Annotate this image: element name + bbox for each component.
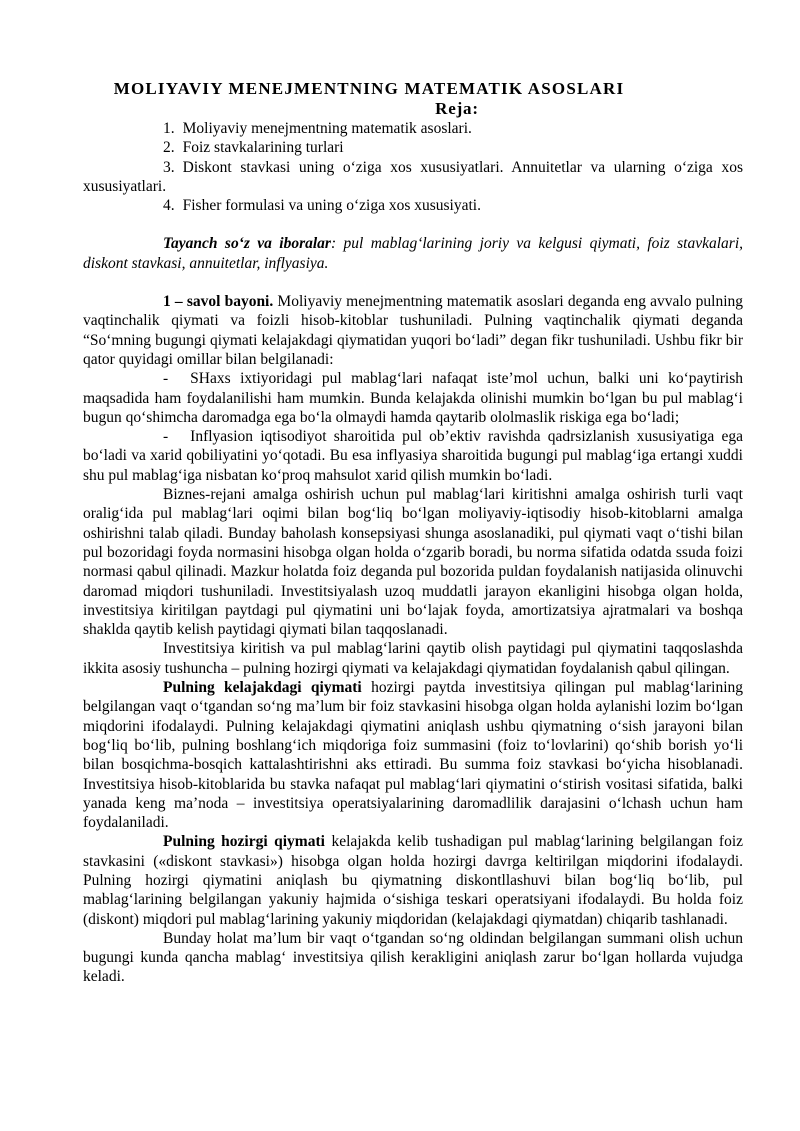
paragraph [83,639,743,678]
paragraph [83,832,743,928]
paragraph-text: Moliyaviy menejmentning matematik asoslari deganda eng avvalo pulning vaqtinchalik qiymati va foizli hisob-kitoblar tushuniladi. Pulning vaqtinchalik qiymati deganda “So‘mning bugungi qiymati kelajakdagi qiymatidan yuqori bo‘ladi” degan fikr tushuniladi. Ushbu fikr bir qator quyidagi omillar bilan belgilanadi: [83,293,744,368]
plan-item-number: 3. [163,158,175,176]
paragraph-text: SHaxs ixtiyoridagi pul mablag‘lari nafaqat iste’mol uchun, balki uni ko‘paytirish maqsadida ham foydalanilishi ham mumkin. Bunda kelajakda olinishi mumkin bo‘lgan bu pul mablag‘i bugun qo‘shimcha daromadga ega bo‘la olmaydi hamda qaytarib ololmaslik riskiga ega bo‘ladi; [83,370,743,426]
keywords-paragraph [83,234,743,273]
plan-item [83,158,743,197]
paragraph-lead: 1 – savol bayoni. [163,293,274,311]
bullet-dash: - [163,370,169,388]
document-body [83,79,743,987]
paragraph-lead: Pulning hozirgi qiymati [163,833,325,851]
paragraph-text: Bunday holat ma’lum bir vaqt o‘tgandan so‘ng oldindan belgilangan summani olish uchun bugungi kunda qancha mablag‘ investitsiya qilish kerakligini aniqlash zarur bo‘lgan hollarda vujudga keladi. [83,929,743,986]
paragraph [83,929,743,987]
keywords-lead: Tayanch so‘z va iboralar [163,235,331,253]
plan-item-text: Foiz stavkalarining turlari [182,139,344,157]
bullet-dash: - [163,428,169,446]
document-title: MOLIYAVIY MENEJMENTNING MATEMATIK ASOSLARI [113,79,625,98]
plan-item [83,138,743,157]
paragraph-lead: Pulning kelajakdagi qiymati [163,679,362,697]
plan-item-text: Diskont stavkasi uning o‘ziga xos xususiyatlari. Annuitetlar va ularning o‘ziga xos xususiyatlari. [83,158,743,195]
paragraph-text: hozirgi paytda investitsiya qilingan pul mablag‘larining belgilangan vaqt o‘tgandan so‘ng ma’lum bir foiz stavkasini hisobga olgan holda aylanishi lozim bo‘lgan miqdorini ifodalaydi. Pulning kelajakdagi qiymatini aniqlash ushbu qiymatning o‘sish jarayoni bilan bog‘liq bo‘lib, pulning boshlang‘ich miqdoriga foiz summasini (foiz to‘lovlarini) qo‘shib borish yo‘li bilan bosqichma-bosqich kattalashtirishni aks ettiradi. Bu summa foiz stavkasi bo‘yicha hisoblanadi. Investitsiya hisob-kitoblarida bu stavka nafaqat pul mablag‘lari qiymatini o‘stirish vositasi sifatida, balki yanada keng ma’noda – investitsiya operatsiyalarining daromadlilik darajasini o‘lchash uchun ham foydalaniladi. [83,679,744,832]
plan-item-number: 2. [163,139,175,157]
plan-item-number: 4. [163,197,175,215]
paragraph [83,292,743,369]
keywords-text: : pul mablag‘larining joriy va kelgusi qiymati, foiz stavkalari, diskont stavkasi, annuitetlar, inflyasiya. [83,235,743,272]
paragraph [83,485,743,639]
paragraph-text: Investitsiya kiritish va pul mablag‘larini qaytib olish paytidagi pul qiymatini taqqoslashda ikkita asosiy tushuncha – pulning hozirgi qiymati va kelajakdagi qiymatidan foydalanish qabul qilingan. [83,640,743,677]
plan-item [83,196,743,215]
paragraph-text: Biznes-rejani amalga oshirish uchun pul mablag‘lari kiritishni amalga oshirish turli vaqt oralig‘ida pul mablag‘lari oqimi bilan bog‘liq bo‘lgan moliyaviy-iqtisodiy hisob-kitoblarni amalga oshirishni talab qiladi. Bunday baholash konsepsiyasi shunga asoslanadiki, pul qiymati vaqt o‘tishi bilan pul bozoridagi foyda normasini hisobga olgan holda o‘zgarib boradi, bu norma sifatida odatda ssuda foizi normasi qabul qilinadi. Mazkur holatda foiz deganda pul bozorida puldan foydalanish natijasida olinuvchi daromad miqdori tushuniladi. Investitsiyalash uzoq muddatli jarayon ekanligini hisobga olgan holda, investitsiya kiritilgan paytdagi pul qiymatini uni bo‘lajak foyda, amortizatsiya ajratmalari va boshqa shaklda qaytib kelish paytidagi qiymati bilan taqqoslanadi. [83,486,743,639]
plan-item-text: Moliyaviy menejmentning matematik asoslari. [182,120,472,137]
bullet-paragraph [83,369,743,427]
paragraph [83,678,743,832]
plan-heading: Reja: [435,99,479,118]
plan-item [83,119,743,138]
bullet-paragraph [83,427,743,485]
plan-item-text: Fisher formulasi va uning o‘ziga xos xususiyati. [182,197,481,215]
paragraph-text: kelajakda kelib tushadigan pul mablag‘larining belgilangan foiz stavkasini («diskont stavkasi») hisobga olgan holda hozirgi davrga keltirilgan miqdorini ifodalaydi. Pulning hozirgi qiymatini aniqlash bu qiymatning diskontllashuvi bilan bog‘liq bo‘lib, pul mablag‘larining belgilangan yakuniy hajmida o‘sishiga teskari operatsiyani ifodalaydi. Bu holda foiz (diskont) miqdori pul mablag‘larining yakuniy miqdoridan (kelajakdagi qiymatdan) chiqarib tashlanadi. [83,833,744,928]
paragraph-text: Inflyasion iqtisodiyot sharoitida pul ob’ektiv ravishda qadrsizlanish xususiyatiga ega bo‘ladi va xarid qobiliyatini yo‘qotadi. Bu esa inflyasiya sharoitida bugungi pul mablag‘iga ertangi xuddi shu pul mablag‘iga nisbatan ko‘proq mahsulot xarid qilish mumkin bo‘ladi. [83,428,743,484]
plan-item-number: 1. [163,120,175,137]
